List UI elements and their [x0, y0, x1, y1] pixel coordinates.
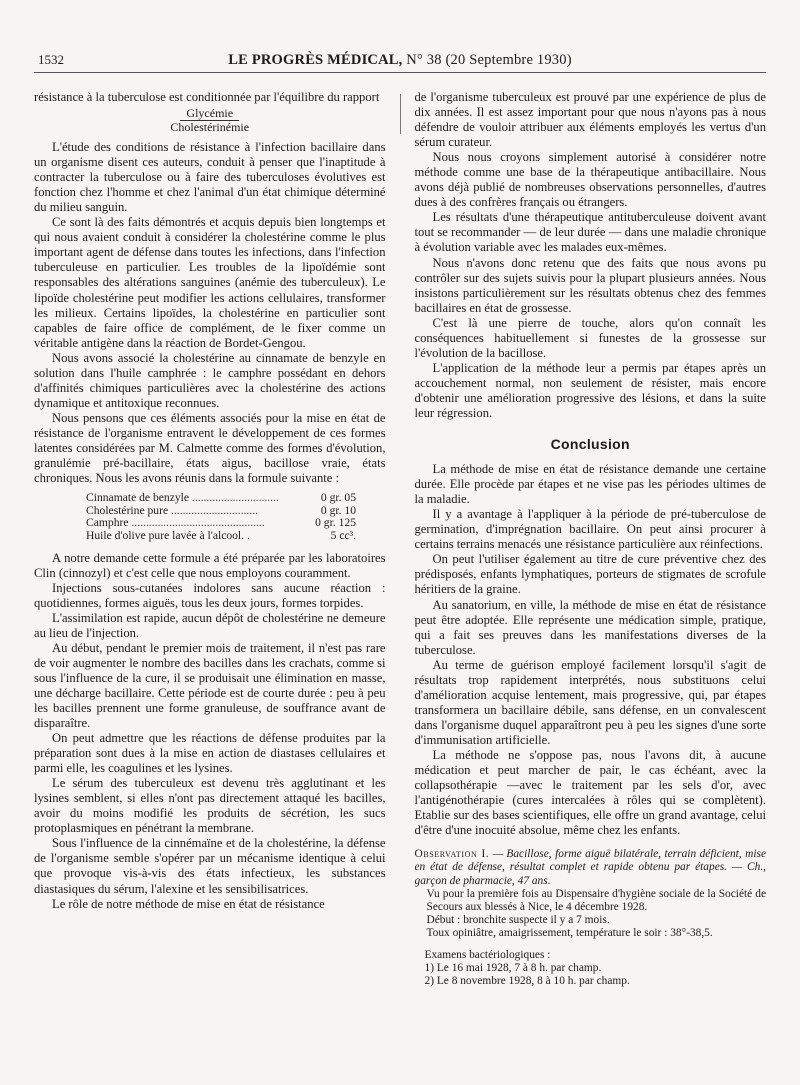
paragraph: On peut l'utiliser également au titre de cure préventive chez des prédisposés, enfants lymphatiques, porteurs de stigmates de scrofule héritiers de la graine.	[414, 552, 767, 597]
ingredient-name: Cholestérine pure	[86, 503, 169, 517]
paragraph: Nous avons associé la cholestérine au cinnamate de benzyle en solution dans l'huile camphrée : le camphre possédant en dehors d'affinités chimiques particulières avec la cholestérine des actions dynamique et antitoxique reconnues.	[34, 350, 386, 410]
paragraph: L'étude des conditions de résistance à l'infection bacillaire dans un organisme disent ces auteurs, conduit à penser que l'inaptitude à contracter la tuberculose ou à faire des tuberculoses évolutives est fonction chez l'homme et chez l'animal d'un état chimique déterminé du milieu sanguin.	[34, 140, 386, 215]
paragraph: Au sanatorium, en ville, la méthode de mise en état de résistance peut être adoptée. Elle représente une médication simple, pratique, qui a fait ses preuves dans les manifestations diverses de la tuberculose.	[414, 597, 767, 657]
left-column	[34, 90, 386, 1055]
leader-dots	[250, 530, 294, 543]
column-divider	[400, 94, 401, 134]
paragraph: Nous nous croyons simplement autorisé à considérer notre méthode comme une base de la thérapeutique antibacillaire. Nous avons déjà publié de nombreuses observations personnelles, d'autres dues à des confrères français ou étrangers.	[414, 150, 767, 210]
paragraph: Injections sous-cutanées indolores sans aucune réaction : quotidiennes, formes aiguës, tous les deux jours, formes torpides.	[34, 580, 386, 610]
paragraph: La méthode de mise en état de résistance demande une certaine durée. Elle procède par étapes et ne vise pas les périodes ultimes de la maladie.	[414, 462, 767, 507]
intro-text: résistance à la tuberculose est conditionnée par l'équilibre du rapport	[34, 90, 380, 104]
formula-table	[86, 492, 356, 542]
header-rule	[34, 72, 766, 73]
paragraph: L'application de la méthode leur a permis par étapes après un accouchement normal, non seulement de résister, mais encore d'obtenir une amélioration progressive des lésions, et dans la suite leur régression.	[414, 360, 767, 420]
ingredient-name: Huile d'olive pure lavée à l'alcool. .	[86, 528, 250, 542]
ingredient-name: Camphre	[86, 516, 129, 530]
fraction-denominator: Cholestérinémie	[170, 120, 250, 135]
observation-title: — Bacillose, forme aiguë bilatérale, terrain déficient, mise en état de défense, résultat complet et rapide obtenu par étapes. — Ch., garçon de pharmacie, 47 ans.	[414, 848, 767, 887]
leader-dots: ..............................................	[128, 517, 265, 530]
exams-title: Examens bactériologiques :	[424, 948, 551, 961]
running-title	[98, 52, 702, 69]
paragraph: La méthode ne s'oppose pas, nous l'avons dit, à aucune médication et peut marcher de pair, le cas échéant, avec la collapsothérapie —avec le traitement par les sels d'or, avec l'antigénothérapie (cures intercalées à rôles qui se complètent). Etablie sur des bases scientifiques, elle offre un grand avantage, celui d'être d'une inocuité absolue, même chez les enfants.	[414, 747, 767, 838]
observation-heading	[415, 848, 767, 888]
paragraph: Sous l'influence de la cinnémaïne et de la cholestérine, la défense de l'organisme semble s'opérer par un mécanisme identique à celui que provoque vis-à-vis des états infectieux, les substances diastasiques du sérum, l'alexine et les sensibilisatrices.	[34, 836, 386, 896]
paragraph: de l'organisme tuberculeux est prouvé par une expérience de plus de dix années. Il est assez important pour que nous n'ayons pas à nous défendre de vouloir attribuer aux éléments employés les vertus d'un sérum curateur.	[414, 90, 767, 150]
observation-label: Observation I.	[414, 848, 490, 861]
ratio-fraction	[34, 107, 386, 134]
observation-line: Vu pour la première fois au Dispensaire d'hygiène sociale de la Société de Secours aux blessés à Nice, le 4 décembre 1928.	[426, 887, 767, 914]
leader-dots: ..............................	[189, 492, 279, 505]
paragraph: Nous n'avons donc retenu que des faits que nous avons pu contrôler sur des sujets suivis pour la plupart plusieurs années. Nous insistons particulièrement sur les résultats obtenus chez des femmes bacillaires en état de grossesse.	[414, 255, 767, 315]
two-column-body	[34, 90, 766, 1055]
ingredient-qty: 0 gr. 10	[320, 503, 356, 517]
formula-row	[86, 492, 356, 505]
paragraph: L'assimilation est rapide, aucun dépôt de cholestérine ne demeure au lieu de l'injection.	[34, 610, 386, 640]
observation-line: Toux opiniâtre, amaigrissement, température le soir : 38°-38,5.	[426, 927, 713, 940]
paragraph: A notre demande cette formule a été préparée par les laboratoires Clin (cinnozyl) et c'est celle que nous employons couramment.	[34, 550, 386, 580]
exam-item: 1) Le 16 mai 1928, 7 à 8 h. par champ.	[424, 961, 602, 974]
paragraph: Le rôle de notre méthode de mise en état de résistance	[52, 896, 325, 911]
exam-item: 2) Le 8 novembre 1928, 8 à 10 h. par champ.	[424, 975, 630, 988]
journal-name: LE PROGRÈS MÉDICAL,	[228, 52, 403, 68]
running-header	[38, 52, 762, 69]
observation-line: Début : bronchite suspecte il y a 7 mois.	[426, 914, 610, 927]
ingredient-qty: 0 gr. 125	[315, 516, 356, 530]
paragraph: Le sérum des tuberculeux est devenu très agglutinant et les lysines semblent, si elles n'ont pas directement attaqué les bacilles, avoir du moins modifié les produits de sécrétion, les sucs protoplasmiques en pénétrant la membrane.	[34, 776, 386, 836]
paragraph: Il y a avantage à l'appliquer à la période de pré-tuberculose de germination, d'imprégnation bacillaire. On peut ainsi procurer à certains terrains menacés une résistance particulière aux réinfections.	[414, 507, 767, 552]
fraction-numerator: Glycémie	[180, 107, 239, 121]
ingredient-qty: 0 gr. 05	[320, 491, 356, 505]
paragraph: On peut admettre que les réactions de défense produites par la préparation sont dues à la mise en action de diastases cellulaires et parmi elle, les coagulines et les lysines.	[34, 731, 386, 776]
paragraph: Nous pensons que ces éléments associés pour la mise en état de résistance de l'organisme entravent le développement de ces formes latentes considérées par M. Calmette comme des formes d'évolution, granulémie pré-bacillaire, états aigus, bacillose vraie, états chroniques. Nous les avons réunis dans la formule suivante :	[34, 410, 386, 486]
issue-date: N° 38 (20 Septembre 1930)	[406, 52, 572, 68]
paragraph: C'est là une pierre de touche, alors qu'on connaît les conséquences habituellement si funestes de la grossesse sur l'évolution de la bacillose.	[414, 315, 767, 360]
paragraph: Au terme de guérison employé facilement lorsqu'il s'agit de résultats trop rapidement interprétés, nous substituons celui d'amélioration acquise lentement, mais progressive, qui, par étapes transformera un bacillaire débile, sans défense, en un convalescent dans l'organisme duquel apparaîtront peu à peu les signes d'une sorte d'immunisation artificielle.	[414, 657, 767, 747]
ingredient-qty: 5 cc³.	[330, 528, 356, 542]
section-heading-conclusion: Conclusion	[550, 436, 630, 453]
leader-dots: ..............................	[168, 504, 258, 517]
right-column	[415, 90, 767, 1055]
ingredient-name: Cinnamate de benzyle	[86, 491, 190, 505]
paragraph: Les résultats d'une thérapeutique antituberculeuse doivent avant tout se recommander — de leur durée — dans une maladie chronique à évolution variable avec les malades eux-mêmes.	[414, 210, 767, 255]
paragraph: Au début, pendant le premier mois de traitement, il n'est pas rare de voir augmenter le nombre des bacilles dans les crachats, comme si sous l'influence de la cure, il se produisait une élimination en masse, une décharge bacillaire. Cette période est de courte durée : peu à peu les bacilles prennent une forme granuleuse, de souffrance avant de disparaître.	[34, 640, 386, 731]
formula-row	[86, 530, 356, 543]
page-number: 1532	[38, 52, 64, 67]
paragraph: Ce sont là des faits démontrés et acquis depuis bien longtemps et qui nous avaient conduit à considérer la cholestérine comme le plus important agent de défense dans toutes les infections, dans l'infection tuberculeuse en particulier. Les troubles de la lipoïdémie sont responsables des altérations sanguines (anémie des tuberculeux). Le lipoïde cholestérine peut modifier les actions cellulaires, transformer les milieux. Certains lipoïdes, la cholestérine en particulier sont capables de faire office de complément, de le fixer comme un véritable antigène dans la réaction de Bordet-Gengou.	[34, 215, 386, 350]
